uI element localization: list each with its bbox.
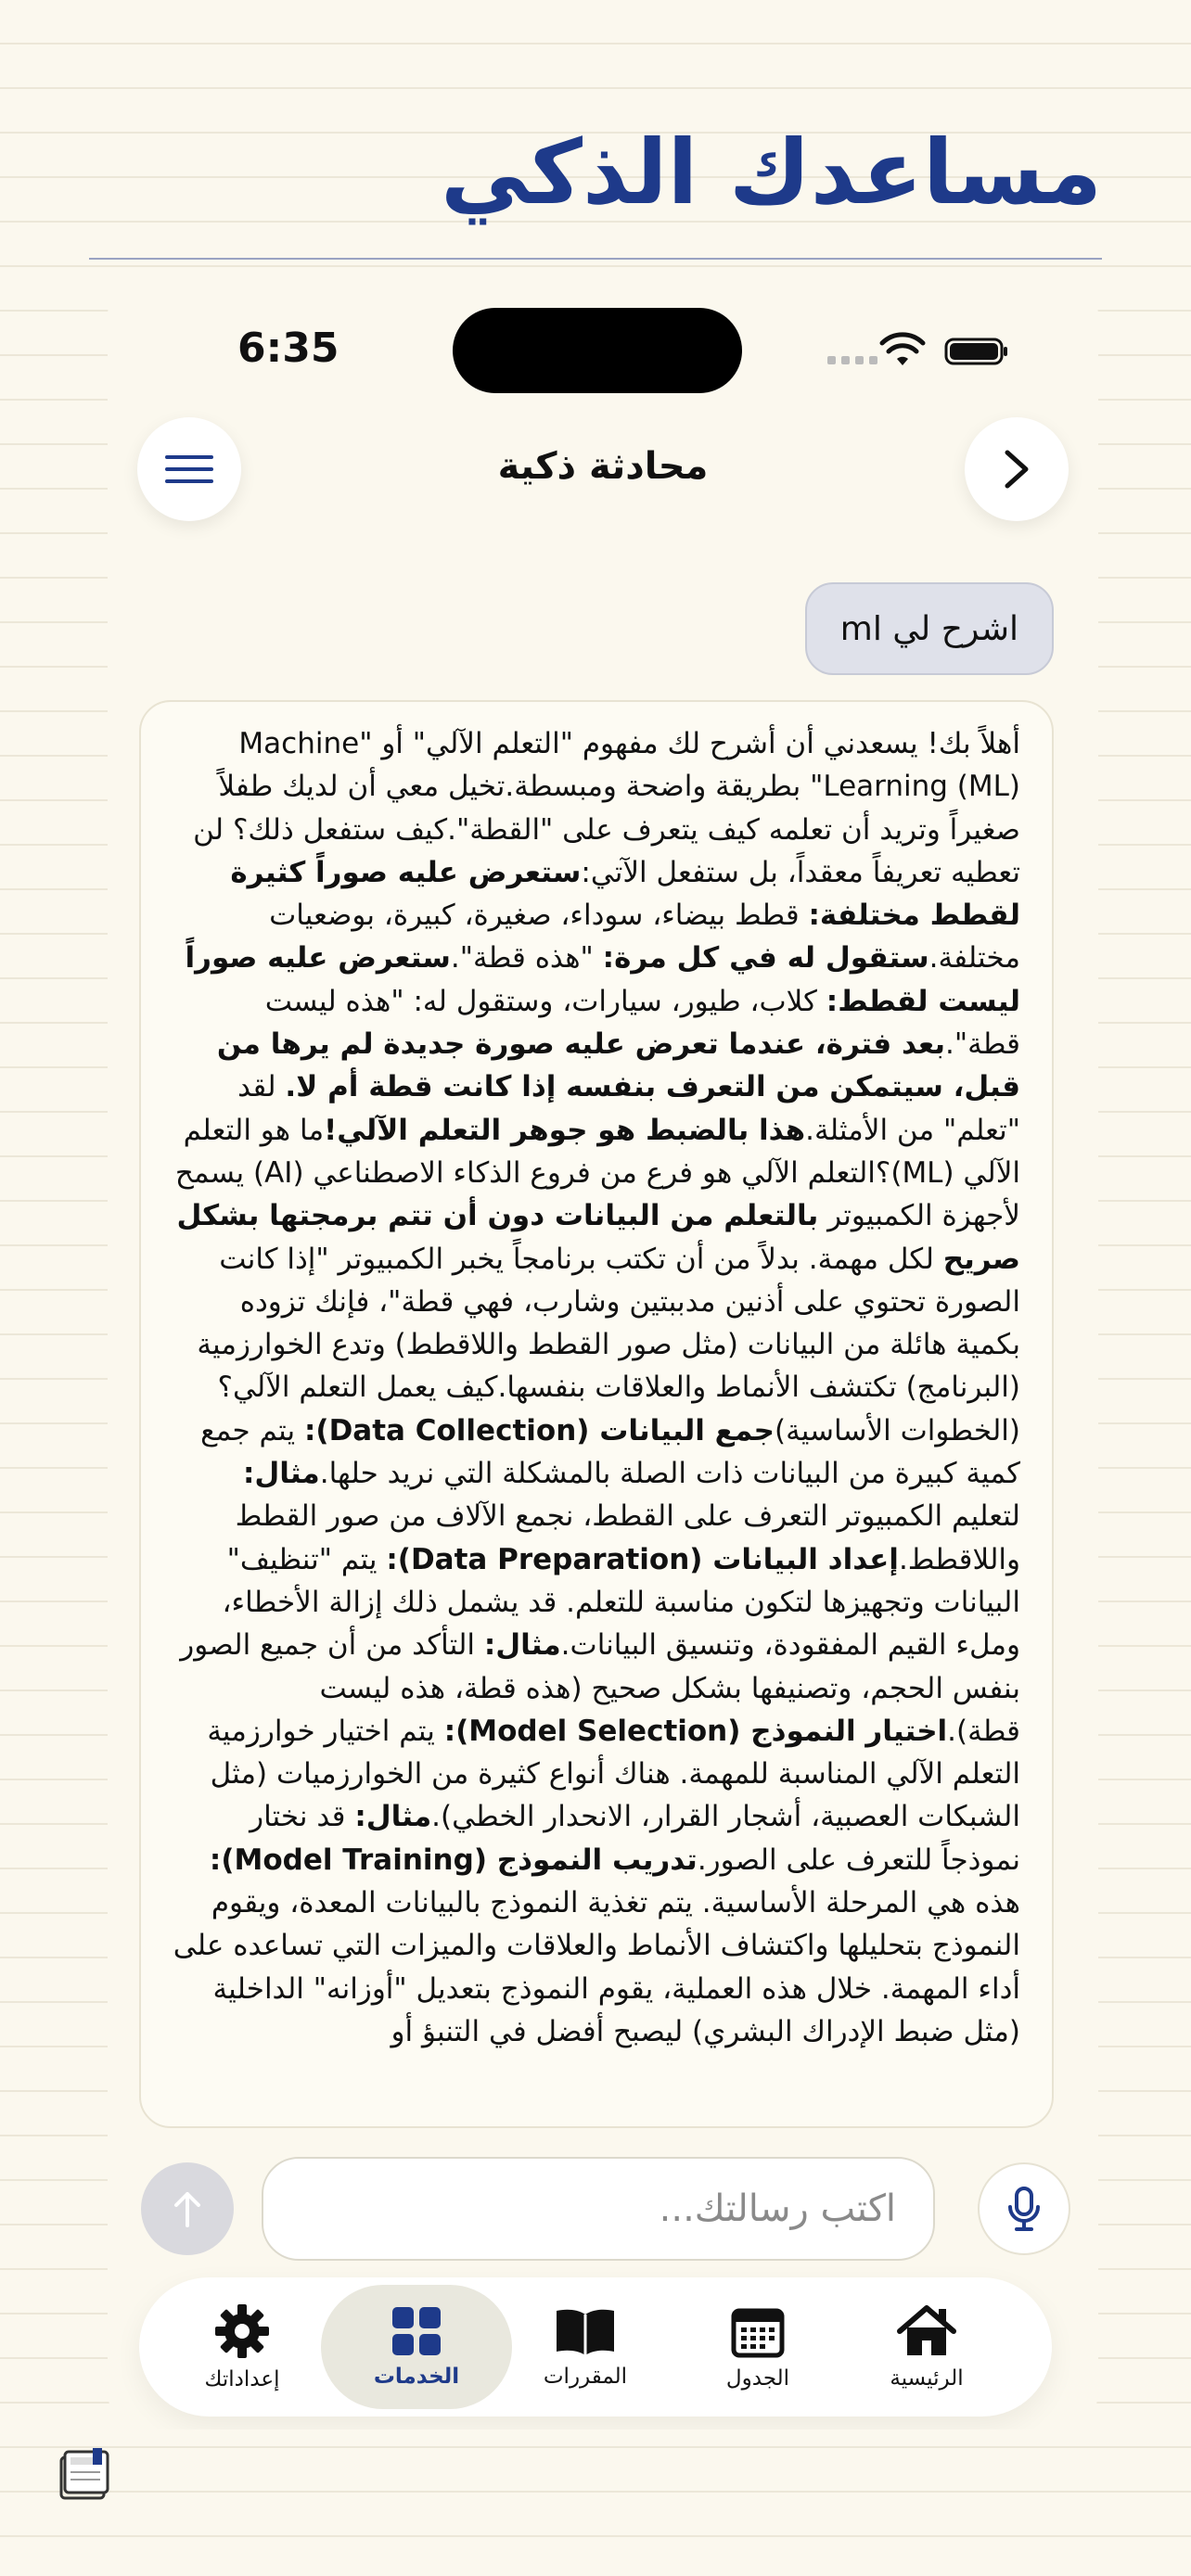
assistant-text-segment: قد نختار نموذجاً للتعرف على الصور.	[250, 1800, 1020, 1877]
page-title: مساعدك الذكي	[441, 121, 1102, 224]
tab-courses-label: المقررات	[543, 2365, 628, 2389]
home-icon	[896, 2303, 957, 2359]
tab-settings[interactable]	[147, 2285, 338, 2409]
assistant-text-segment: لكل مهمة. بدلاً من أن تكتب برنامجاً يخبر الكمبيوتر "إذا كانت الصورة تحتوي على أذنين مدببتين وشارب، فهي قطة"، فإنك تزوده بكمية هائلة من البيانات (مثل صور القطط واللاقطط) وتدع الخوارزمية (البرنامج) تكتشف الأنماط والعلاقات بنفسها.كيف يعمل التعلم الآلي؟ (الخطوات الأساسية)	[197, 1242, 1020, 1447]
gear-icon	[213, 2302, 271, 2360]
tab-services[interactable]	[321, 2285, 512, 2409]
tab-services-label: الخدمات	[373, 2365, 460, 2389]
wifi-icon	[879, 332, 926, 369]
book-icon	[553, 2305, 618, 2357]
notebook-icon[interactable]	[58, 2444, 111, 2502]
assistant-text-segment: جمع البيانات (Data Collection):	[304, 1413, 775, 1447]
assistant-text-segment: بعد فترة، عندما تعرض عليه صورة جديدة لم يرها من قبل، سيتمكن من التعرف بنفسه إذا كانت قطة أم لا.	[216, 1027, 1020, 1104]
microphone-icon	[1005, 2185, 1043, 2233]
assistant-message-text	[141, 702, 1052, 2053]
assistant-text-segment: تدريب النموذج (Model Training):	[209, 1843, 698, 1877]
assistant-text-segment: مثال:	[242, 1457, 320, 1491]
arrow-up-icon	[171, 2188, 204, 2229]
assistant-text-segment: ستعرض عليه صوراً كثيرة لقطط مختلفة:	[230, 855, 1020, 933]
assistant-text-segment: لقد "تعلم" من الأمثلة.	[237, 1070, 1020, 1147]
composer	[108, 2142, 1098, 2281]
assistant-message-bubble	[139, 700, 1054, 2128]
tab-schedule-label: الجدول	[725, 2366, 790, 2391]
assistant-text-segment: "هذه قطة".	[450, 941, 603, 976]
dynamic-island	[453, 308, 742, 393]
assistant-text-segment: مثال:	[483, 1628, 561, 1663]
assistant-text-segment: يتم جمع كمية كبيرة من البيانات ذات الصلة بالمشكلة التي نريد حلها.	[200, 1413, 1020, 1491]
assistant-text-segment: إعداد البيانات (Data Preparation):	[386, 1542, 899, 1576]
assistant-text-segment: ما هو التعلم الآلي (ML)؟التعلم الآلي هو فرع من فروع الذكاء الاصطناعي (AI) يسمح لأجهزة الكمبيوتر	[174, 1113, 1020, 1233]
tab-schedule[interactable]	[662, 2285, 853, 2409]
assistant-text-segment: قطط بيضاء، سوداء، صغيرة، كبيرة، بوضعيات مختلفة.	[269, 899, 1020, 976]
grid-icon	[391, 2305, 442, 2357]
assistant-text-segment: مثال:	[354, 1800, 432, 1834]
assistant-text-segment: ستقول له في كل مرة:	[602, 941, 929, 976]
calendar-icon	[730, 2303, 786, 2359]
status-time: 6:35	[237, 325, 339, 372]
battery-icon	[944, 338, 1009, 365]
forward-button[interactable]	[965, 417, 1069, 521]
tab-home[interactable]	[831, 2285, 1022, 2409]
assistant-text-segment: كلاب، طيور، سيارات، وستقول له: "هذه ليست قطة".	[264, 984, 1020, 1062]
assistant-text-segment: ستعرض عليه صوراً ليست لقطط:	[185, 941, 1020, 1018]
assistant-text-segment: التأكد من أن جميع الصور بنفس الحجم، وتصنيفها بشكل صحيح (هذه قطة، هذه ليست قطة).	[180, 1628, 1020, 1748]
tab-settings-label: إعداداتك	[204, 2367, 280, 2391]
send-button[interactable]	[141, 2162, 234, 2255]
signal-icon	[827, 356, 877, 364]
assistant-text-segment: اختيار النموذج (Model Selection):	[443, 1714, 948, 1748]
user-message-bubble: اشرح لي ml	[805, 582, 1054, 675]
assistant-text-segment: أهلاً بك! يسعدني أن أشرح لك مفهوم "التعلم الآلي" أو "Machine Learning (ML)" بطريقة واضحة ومبسطة.تخيل معي أن لديك طفلاً صغيراً وتريد أن تعلمه كيف يتعرف على "القطة".كيف ستفعل ذلك؟ لن تعطيه تعريفاً معقداً، بل ستفعل الآتي:	[193, 727, 1020, 889]
phone-frame	[108, 278, 1098, 2429]
tab-home-label: الرئيسية	[890, 2366, 964, 2391]
bottom-tab-bar	[139, 2277, 1052, 2417]
assistant-text-segment: يتم اختيار خوارزمية التعلم الآلي المناسبة للمهمة. هناك أنواع كثيرة من الخوارزميات (مثل الشبكات العصبية، أشجار القرار، الانحدار الخطي).	[207, 1714, 1020, 1834]
tab-courses[interactable]	[490, 2285, 681, 2409]
message-input[interactable]	[262, 2157, 935, 2261]
assistant-text-segment: يتم "تنظيف" البيانات وتجهيزها لتكون مناسبة للتعلم. قد يشمل ذلك إزالة الأخطاء، وملء القيم المفقودة، وتنسيق البيانات.	[222, 1542, 1020, 1663]
assistant-text-segment: لتعليم الكمبيوتر التعرف على القطط، نجمع الآلاف من صور القطط واللاقطط.	[235, 1499, 1020, 1576]
assistant-text-segment: هذا بالضبط هو جوهر التعلم الآلي!	[324, 1113, 806, 1147]
page-header	[89, 111, 1102, 260]
microphone-button[interactable]	[978, 2162, 1070, 2255]
chevron-right-icon	[998, 447, 1035, 491]
assistant-text-segment: بالتعلم من البيانات دون أن تتم برمجتها بشكل صريح	[176, 1199, 1020, 1276]
assistant-text-segment: هذه هي المرحلة الأساسية. يتم تغذية النموذج بالبيانات المعدة، ويقوم النموذج بتحليلها واكتشاف الأنماط والعلاقات والميزات التي تساعده على أداء المهمة. خلال هذه العملية، يقوم النموذج بتعديل "أوزانه" الداخلية (مثل ضبط الإدراك البشري) ليصبح أفضل في التنبؤ أو	[173, 1886, 1020, 2048]
chat-title: محادثة ذكية	[497, 445, 709, 488]
